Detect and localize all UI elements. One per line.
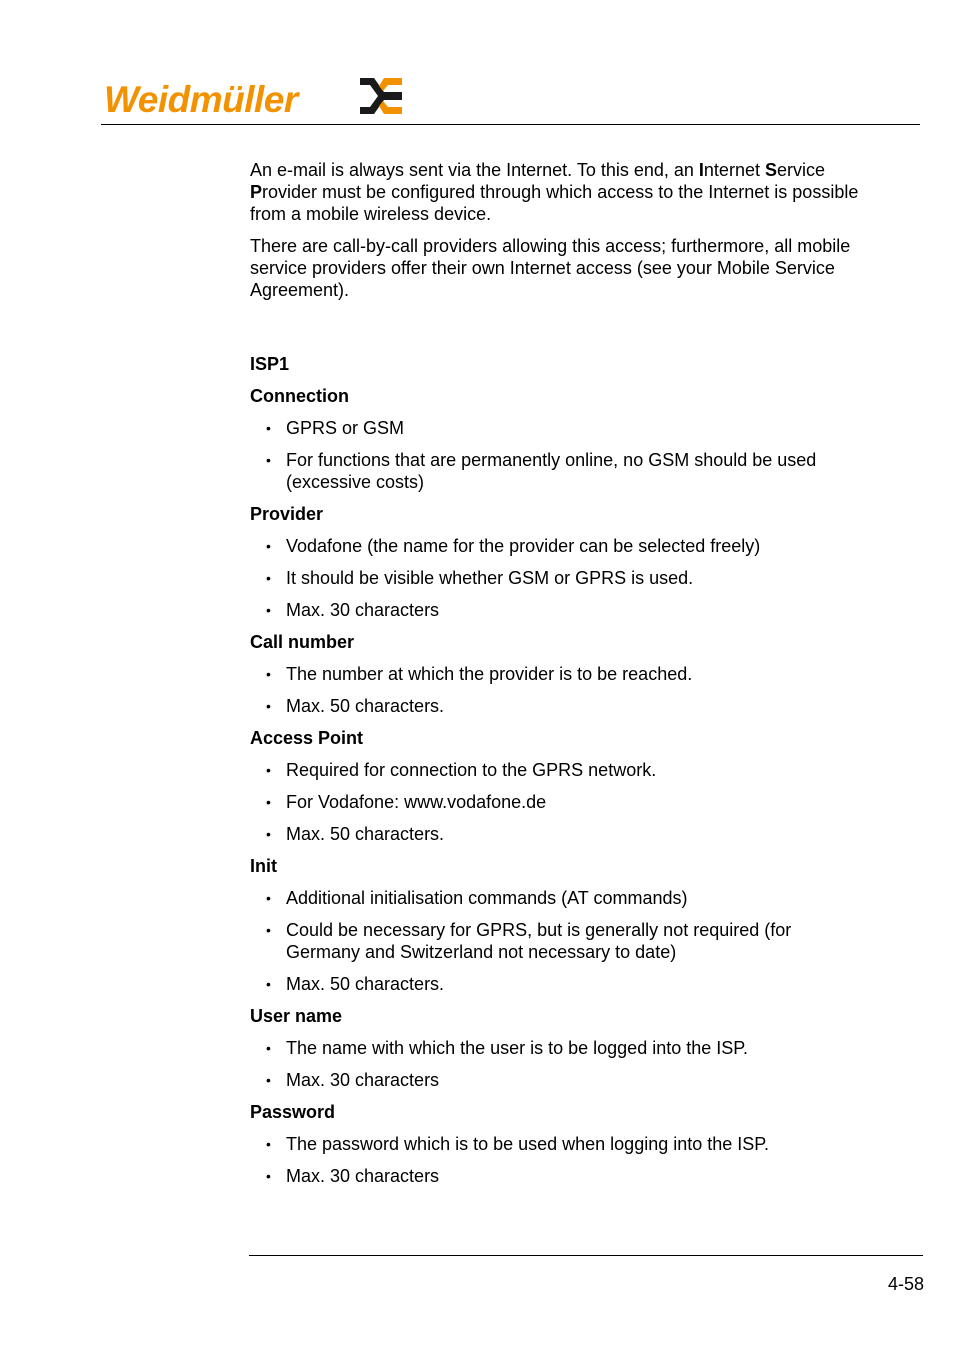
section-heading: Connection <box>250 386 349 406</box>
list-item: • For functions that are permanently online, no GSM should be used (excessive costs) <box>250 449 870 493</box>
footer-divider <box>249 1255 923 1256</box>
list-item: • Max. 50 characters. <box>250 823 870 845</box>
section-list <box>250 759 870 845</box>
intro-paragraph-2: There are call-by-call providers allowing this access; furthermore, all mobile service providers offer their own Internet access (see your Mobile Service Agreement). <box>250 236 851 300</box>
list-item: • Required for connection to the GPRS network. <box>250 759 870 781</box>
list-item: • Max. 30 characters <box>250 1165 870 1187</box>
section-list <box>250 535 870 621</box>
logo-text: Weidmüller <box>104 79 298 120</box>
section-list <box>250 1133 870 1187</box>
isp-heading: ISP1 <box>250 354 290 374</box>
list-item: • Max. 50 characters. <box>250 695 870 717</box>
list-item: • For Vodafone: www.vodafone.de <box>250 791 870 813</box>
section-list <box>250 417 870 493</box>
section-heading: Access Point <box>250 728 364 748</box>
list-item: • GPRS or GSM <box>250 417 870 439</box>
weidmueller-cross-icon <box>358 74 404 118</box>
list-item: • Additional initialisation commands (AT commands) <box>250 887 870 909</box>
intro-paragraph-1: An e-mail is always sent via the Internet. To this end, an Internet Service Provider must be configured through which access to the Internet is possible from a mobile wireless device. <box>250 160 859 224</box>
list-item: • Max. 50 characters. <box>250 973 870 995</box>
section-heading: User name <box>250 1006 343 1026</box>
list-item: • The name with which the user is to be logged into the ISP. <box>250 1037 870 1059</box>
list-item: • Vodafone (the name for the provider can be selected freely) <box>250 535 870 557</box>
section-list <box>250 887 870 995</box>
list-item: • Max. 30 characters <box>250 599 870 621</box>
page-number: 4-58 <box>887 1274 924 1294</box>
list-item: • Could be necessary for GPRS, but is generally not required (for Germany and Switzerland not necessary to date) <box>250 919 870 963</box>
list-item: • The password which is to be used when logging into the ISP. <box>250 1133 870 1155</box>
list-item: • Max. 30 characters <box>250 1069 870 1091</box>
list-item: • The number at which the provider is to be reached. <box>250 663 870 685</box>
isp-settings <box>250 385 870 1187</box>
section-heading: Call number <box>250 632 355 652</box>
section-list <box>250 1037 870 1091</box>
list-item: • It should be visible whether GSM or GPRS is used. <box>250 567 870 589</box>
section-heading: Init <box>250 856 277 876</box>
section-list <box>250 663 870 717</box>
header-divider <box>101 124 920 125</box>
document-body <box>250 159 870 1197</box>
section-heading: Provider <box>250 504 324 524</box>
section-heading: Password <box>250 1102 336 1122</box>
